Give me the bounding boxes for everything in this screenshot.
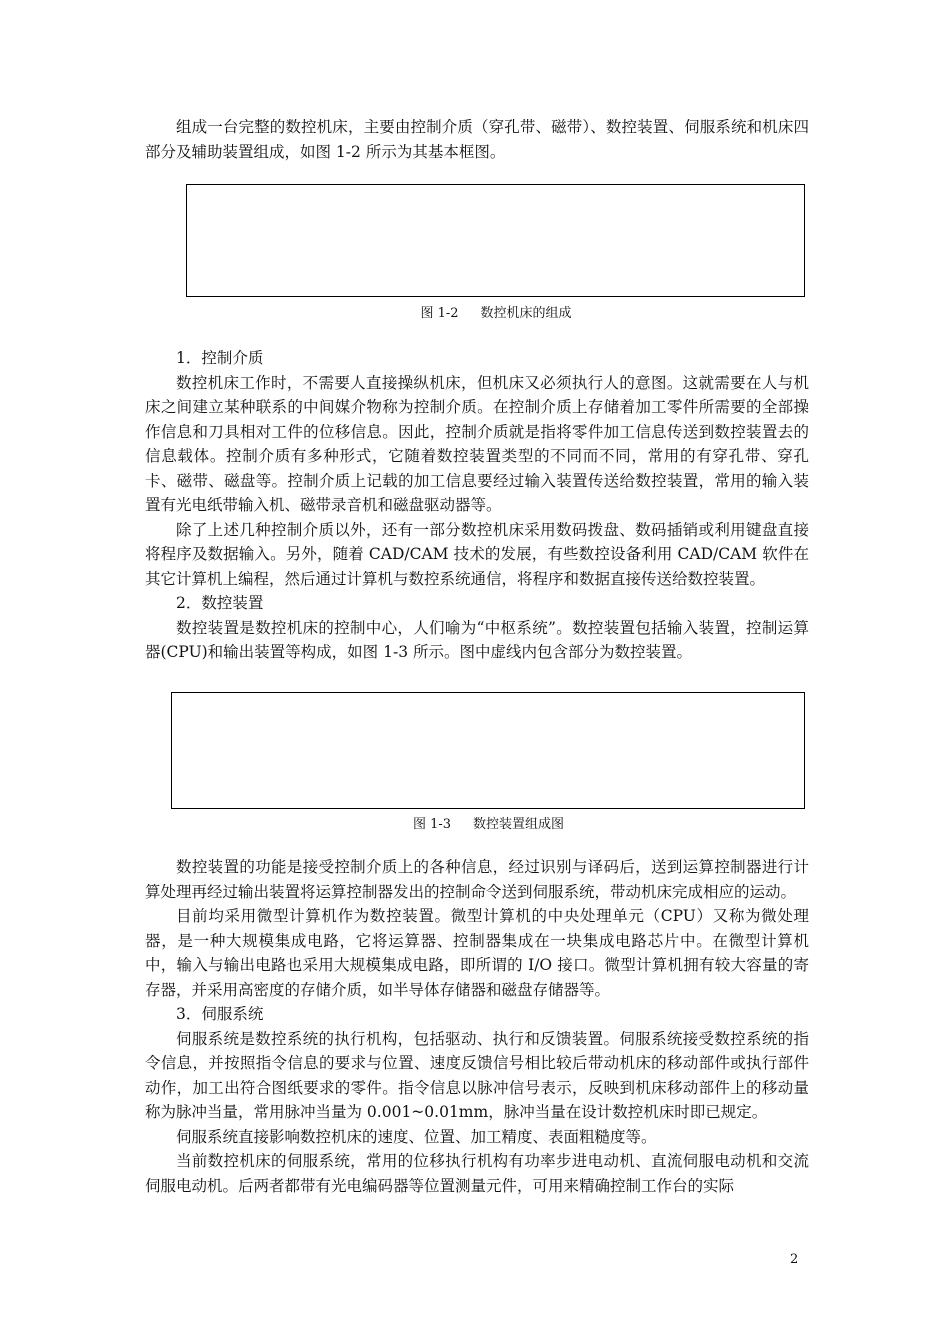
section-2-paragraph-2: 数控装置的功能是接受控制介质上的各种信息，经过识别与译码后，送到运算控制器进行计算处理再经过输出装置将运算控制器发出的控制命令送到伺服系统，带动机床完成相应的运动。: [145, 858, 809, 901]
figure-1-2-title: 数控机床的组成: [480, 306, 572, 321]
section-2-continued-text: [145, 855, 809, 1198]
figure-1-2-caption: [186, 306, 806, 322]
figure-1-2-number: 图 1-2: [420, 306, 459, 321]
figure-1-3-frame: [171, 692, 805, 809]
section-2-heading: 2．数控装置: [176, 594, 264, 612]
section-3-paragraph-2: 伺服系统直接影响数控机床的速度、位置、加工精度、表面粗糙度等。: [176, 1127, 657, 1146]
section-1-paragraph-2: 除了上述几种控制介质以外，还有一部分数控机床采用数码拨盘、数码插销或利用键盘直接将程序及数据输入。另外，随着 CAD/CAM 技术的发展，有些数控设备利用 CAD/CAM 软件在其它计算机上编程，然后通过计算机与数控系统通信，将程序和数据直接传送给数控装置。: [145, 520, 809, 588]
figure-1-3-caption: [171, 817, 806, 833]
intro-text: [145, 115, 809, 164]
section-3-paragraph-1: 伺服系统是数控系统的执行机构，包括驱动、执行和反馈装置。伺服系统接受数控系统的指令信息，并按照指令信息的要求与位置、速度反馈信号相比较后带动机床的移动部件或执行部件动作，加工出符合图纸要求的零件。指令信息以脉冲信号表示，反映到机床移动部件上的移动量称为脉冲当量，常用脉冲当量为 0.001~0.01mm，脉冲当量在设计数控机床时即已规定。: [145, 1029, 809, 1121]
intro-paragraph: 组成一台完整的数控机床，主要由控制介质（穿孔带、磁带）、数控装置、伺服系统和机床四部分及辅助装置组成，如图 1-2 所示为其基本框图。: [145, 118, 809, 161]
page-number: 2: [790, 1252, 799, 1267]
section-1-paragraph-1: 数控机床工作时，不需要人直接操纵机床，但机床又必须执行人的意图。这就需要在人与机床之间建立某种联系的中间媒介物称为控制介质。在控制介质上存储着加工零件所需要的全部操作信息和刀具相对工件的位移信息。因此，控制介质就是指将零件加工信息传送到数控装置去的信息载体。控制介质有多种形式，它随着数控装置类型的不同而不同，常用的有穿孔带、穿孔卡、磁带、磁盘等。控制介质上记载的加工信息要经过输入装置传送给数控装置，常用的输入装置有光电纸带输入机、磁带录音机和磁盘驱动器等。: [145, 373, 809, 514]
section-1-text: [145, 346, 809, 665]
section-2-paragraph-3: 目前均采用微型计算机作为数控装置。微型计算机的中央处理单元（CPU）又称为微处理器，是一种大规模集成电路，它将运算器、控制器集成在一块集成电路芯片中。在微型计算机中，输入与输出电路也采用大规模集成电路，即所谓的 I/O 接口。微型计算机拥有较大容量的寄存器，并采用高密度的存储介质，如半导体存储器和磁盘存储器等。: [145, 907, 809, 999]
section-3-paragraph-3: 当前数控机床的伺服系统，常用的位移执行机构有功率步进电动机、直流伺服电动机和交流伺服电动机。后两者都带有光电编码器等位置测量元件，可用来精确控制工作台的实际: [145, 1152, 809, 1195]
section-1-heading: 1．控制介质: [176, 349, 264, 367]
figure-1-3-title: 数控装置组成图: [473, 817, 565, 832]
section-3-heading: 3．伺服系统: [176, 1005, 264, 1023]
figure-1-2-frame: [186, 184, 805, 297]
figure-1-3-number: 图 1-3: [412, 817, 452, 832]
section-2-paragraph-1: 数控装置是数控机床的控制中心，人们喻为“中枢系统”。数控装置包括输入装置，控制运算器(CPU)和输出装置等构成，如图 1-3 所示。图中虚线内包含部分为数控装置。: [145, 618, 809, 661]
